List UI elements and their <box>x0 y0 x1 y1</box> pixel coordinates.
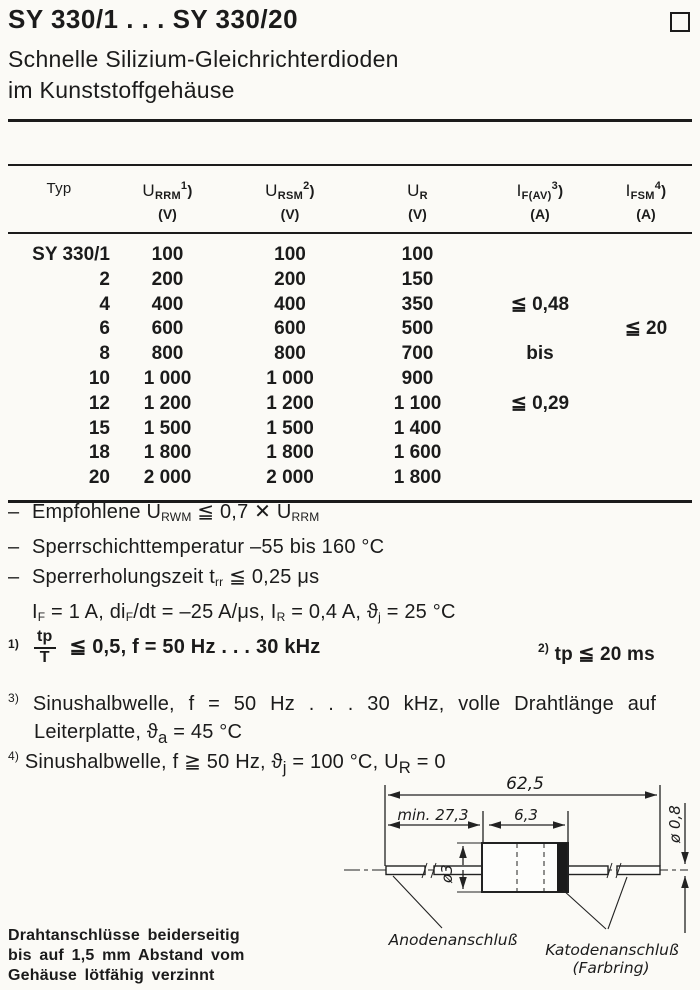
cathode-sublabel: (Farbring) <box>572 959 650 977</box>
col-header-ursm: $U_{RSM}^2$) (V) <box>225 165 355 233</box>
dim-lead-label: min. 27,3 <box>397 806 469 824</box>
solder-note: Drahtanschlüsse beiderseitig bis auf 1,5 mm Abstand vom Gehäuse lötfähig verzinnt <box>8 927 245 984</box>
subtitle-line-1: Schnelle Silizium-Gleichrichterdioden <box>8 46 399 72</box>
col-header-ifsm: $I_{FSM}^4$) (A) <box>600 165 692 233</box>
spec-table <box>8 164 692 503</box>
cathode-band <box>557 843 567 892</box>
table-row: 15 1 500 1 500 1 400 <box>88 417 442 439</box>
col-header-ifav: $I_{F(AV)}^3$) (A) <box>480 165 600 233</box>
dim-wire-diameter-label: ø 0,8 <box>666 805 684 843</box>
col-header-urrm: $U_{RRM}^1$) (V) <box>110 165 225 233</box>
footnote-3: $^{3)}$ Sinushalbwelle, f = 50 Hz . . . 30 kHz, volle Drahtlänge auf Leiterplatte, $ϑ_a = 45$ °C <box>8 691 657 747</box>
footnote-4: $^{4)}$ Sinushalbwelle, f ≧ 50 Hz, $ϑ_j = 100$ °C, $U_R = 0$ <box>8 749 446 777</box>
page-title: SY 330/1 . . . SY 330/20 <box>8 4 299 34</box>
note-junction-temp: – Sperrschichttemperatur –55 bis 160 °C <box>8 536 385 558</box>
note-urwm: – Empfohlene $U_{RWM}$ ≦ 0,7 ✕ $U_{RRM}$ <box>8 501 320 524</box>
table-row: SY 330/1 100 100 100 <box>32 244 434 265</box>
col-header-ur: $U_R$ (V) <box>355 165 480 233</box>
package-outline-drawing <box>330 763 700 990</box>
note-recovery-time: – Sperrerholungszeit $t_{rr}$ ≦ 0,25 μs <box>8 566 320 589</box>
table-row: 2 200 200 150 <box>99 268 434 290</box>
col-header-typ: Typ <box>8 165 110 233</box>
table-header-row <box>8 165 692 233</box>
subtitle-line-2: im Kunststoffgehäuse <box>8 77 235 103</box>
table-row: 12 1 200 1 200 1 100 ≦ 0,29 <box>88 392 570 414</box>
table-row: 20 2 000 2 000 1 800 <box>88 467 442 489</box>
cathode-label: Katodenanschluß <box>545 941 679 959</box>
table-row: 6 600 600 500 ≦ 20 <box>99 318 668 340</box>
footnote-1: $^{1)}$ $\frac{tp}{T}$ ≦ 0,5, f = 50 Hz . . . 30 kHz <box>8 628 321 666</box>
dim-body-label: 6,3 <box>514 806 538 824</box>
dim-overall-label: 62,5 <box>506 774 544 794</box>
characteristics-notes <box>8 501 456 636</box>
note-test-conditions: $I_F = 1$ A, $di_F/dt = -25$ A/μs, $I_R = 0,4$ A, $ϑ_j = 25$ °C <box>32 601 456 624</box>
dim-body-diameter-label: ø3 <box>438 864 456 883</box>
anode-label: Anodenanschluß <box>388 931 518 949</box>
table-row: 4 400 400 350 ≦ 0,48 <box>99 293 570 315</box>
corner-square-icon <box>670 12 690 32</box>
table-row: 18 1 800 1 800 1 600 <box>88 442 442 464</box>
header-divider <box>8 119 692 122</box>
table-row: 8 800 800 700 bis <box>99 343 554 365</box>
table-row: 10 1 000 1 000 900 <box>88 367 434 389</box>
footnote-2: $^{2)}$ tp ≦ 20 ms <box>538 641 655 665</box>
page-subtitle <box>8 44 399 106</box>
